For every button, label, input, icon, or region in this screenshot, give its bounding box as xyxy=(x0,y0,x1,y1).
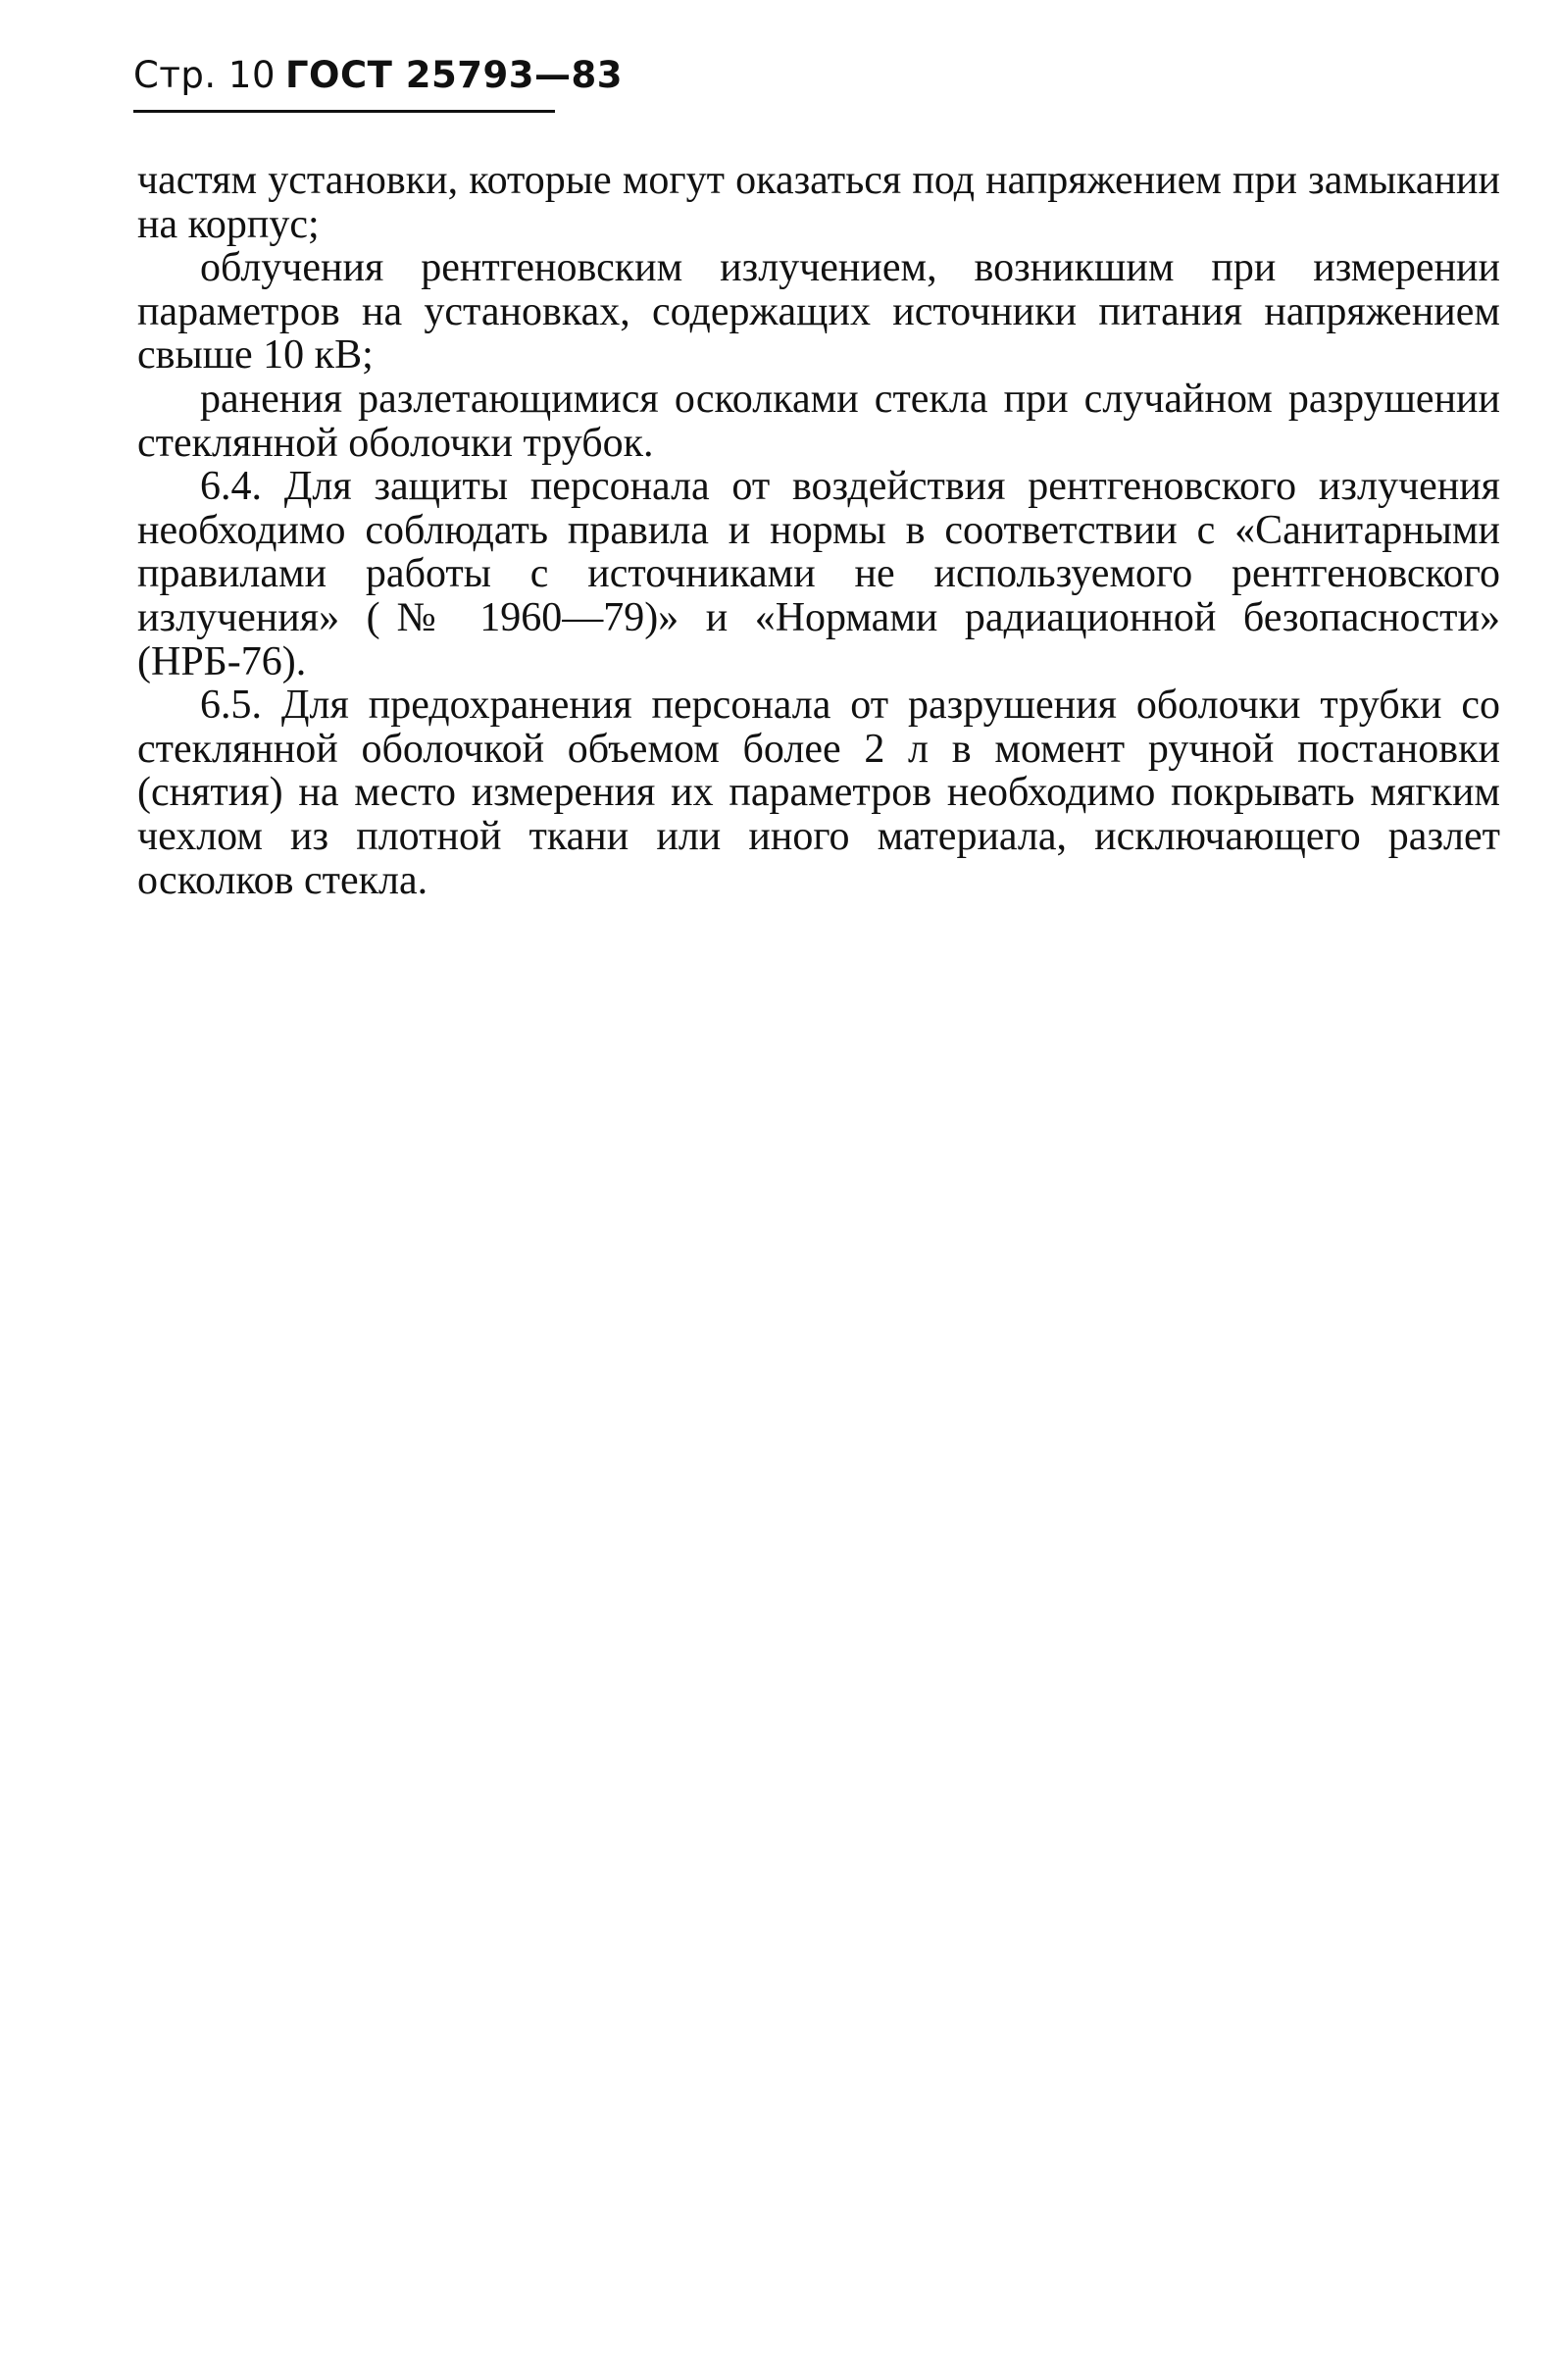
body-text xyxy=(137,159,1500,902)
paragraph-xray-exposure: облучения рентгеновским излучением, возникшим при измерении параметров на установках, содержащих источники питания напряжением свыше 10 кВ; xyxy=(137,245,1500,379)
paragraph-6-4: 6.4. Для защиты персонала от воздействия рентгеновского излучения необходимо соблюдать правила и нормы в соответствии с «Санитарными правилами работы с источниками не используемого рентгеновского излучения» (№ 1960—79)» и «Нормами радиационной безопасности» (НРБ-76). xyxy=(137,464,1500,684)
page-number-label: Стр. 10 xyxy=(133,54,276,96)
standard-code: ГОСТ 25793—83 xyxy=(284,54,624,96)
paragraph-glass-fragments: ранения разлетающимися осколками стекла при случайном разрушении стеклянной оболочки трубок. xyxy=(137,376,1500,466)
paragraph-continued: частям установки, которые могут оказаться под напряжением при замыкании на корпус; xyxy=(137,158,1500,247)
paragraph-6-5: 6.5. Для предохранения персонала от разрушения оболочки трубки со стеклянной оболочкой объемом более 2 л в момент ручной постановки (снятия) на место измерения их параметров необходимо покрывать мягким чехлом из плотной ткани или иного материала, исключающего разлет осколков стекла. xyxy=(137,683,1500,903)
header-rule xyxy=(133,110,555,113)
running-head xyxy=(133,54,624,96)
